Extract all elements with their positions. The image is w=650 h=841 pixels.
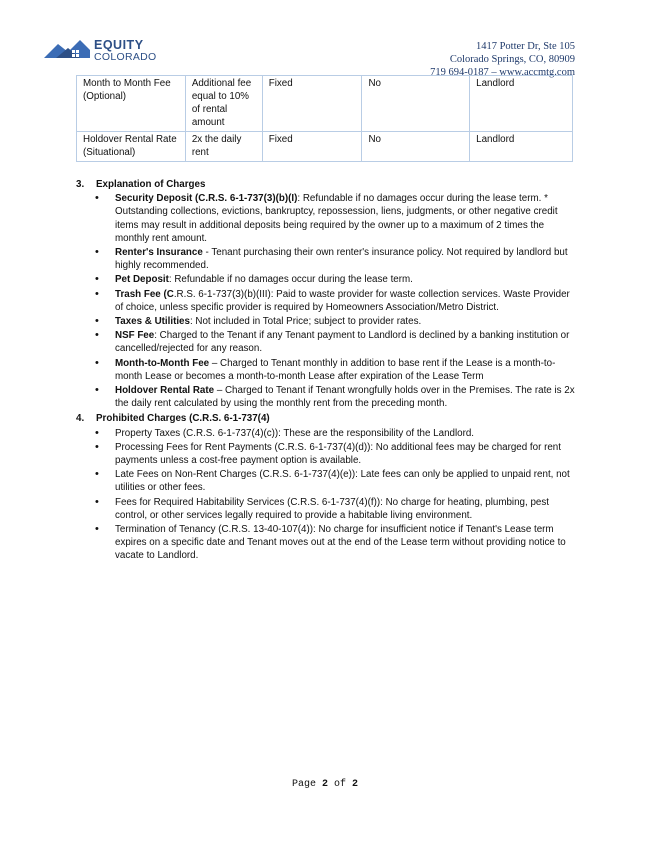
list-item <box>76 246 576 272</box>
bullet-icon: • <box>95 468 99 481</box>
address-line: Colorado Springs, CO, 80909 <box>449 54 575 65</box>
list-item <box>76 384 576 410</box>
table-cell: 2x the daily rent <box>185 132 262 162</box>
bullet-icon: • <box>95 329 99 342</box>
item-text: Fees for Required Habitability Services (C.R.S. 6-1-737(4)(f)): No charge for heating, plumbing, pest control, or other services legally required to provide a habitable living environment. <box>115 496 549 521</box>
page-total: 2 <box>352 779 359 790</box>
page-number: 2 <box>321 779 328 790</box>
bullet-icon: • <box>95 523 99 536</box>
charges-list <box>76 192 576 410</box>
item-term: Security Deposit (C.R.S. 6-1-737(3)(b)(I) <box>115 193 298 205</box>
bullet-icon: • <box>95 246 99 259</box>
bullet-icon: • <box>95 356 99 369</box>
item-term: Pet Deposit <box>115 274 169 286</box>
list-item <box>76 441 576 467</box>
section-heading <box>76 412 576 425</box>
list-item <box>76 315 576 328</box>
table-cell: Landlord <box>470 76 573 132</box>
table-cell: No <box>362 132 470 162</box>
item-text: Property Taxes (C.R.S. 6-1-737(4)(c)): These are the responsibility of the Landlord. <box>115 427 475 439</box>
list-item <box>76 288 576 314</box>
section-number: 3. <box>76 179 85 190</box>
item-text: Termination of Tenancy (C.R.S. 13-40-107(4)): No charge for insufficient notice if Tenant's Lease term expires on a specific date and Tenant moves out at the end of the Lease term without providing notice to vacate to Landlord. <box>115 524 566 562</box>
table-cell: Holdover Rental Rate (Situational) <box>77 132 186 162</box>
logo-word-colorado: COLORADO <box>94 51 157 63</box>
item-text: – Charged to Tenant if Tenant wrongfully holds over in the Premises. The rate is 2x the daily rent calculated by using the monthly rent from the preceding month. <box>115 385 575 410</box>
bullet-icon: • <box>95 426 99 439</box>
logo-word-equity: EQUITY <box>94 38 144 52</box>
table-cell: No <box>362 76 470 132</box>
bullet-icon: • <box>95 287 99 300</box>
item-term: Trash Fee (C <box>115 288 174 300</box>
item-term: Renter's Insurance <box>115 247 203 259</box>
bullet-icon: • <box>95 495 99 508</box>
item-text: : Not included in Total Price; subject to provider rates. <box>189 316 422 328</box>
bullet-icon: • <box>95 192 99 205</box>
item-text: Processing Fees for Rent Payments (C.R.S. 6-1-737(4)(d)): No additional fees may be charged for rent payments unless a cost-free payment option is available. <box>115 441 561 467</box>
list-item <box>76 496 576 522</box>
table-cell: Additional fee equal to 10% of rental amount <box>185 76 262 132</box>
table-cell: Fixed <box>262 76 362 132</box>
table-cell: Fixed <box>262 132 362 162</box>
of-label: of <box>334 779 347 790</box>
fees-table <box>76 75 573 162</box>
section-title: Explanation of Charges <box>96 179 206 190</box>
section-number: 4. <box>76 413 85 425</box>
item-text: : Refundable if no damages occur during the lease term. * Outstanding collections, evictions, bankruptcy, repossession, liens, judgments, or other negative credit items may result in additional deposits being required by the owner up to a maximum of 2 times the monthly rent amount. <box>115 193 558 244</box>
house-logo-icon <box>42 36 92 62</box>
item-text: : Refundable if no damages occur during the lease term. <box>168 274 413 286</box>
list-item <box>76 273 576 286</box>
page-footer <box>0 779 650 790</box>
item-text: Late Fees on Non-Rent Charges (C.R.S. 6-1-737(4)(e)): Late fees can only be applied to unpaid rent, not utilities or other fees. <box>115 469 570 494</box>
company-logo <box>42 36 162 66</box>
company-address <box>430 40 575 79</box>
bullet-icon: • <box>95 273 99 286</box>
item-text: : Charged to the Tenant if any Tenant payment to Landlord is declined by a banking institution or cancelled/rejected for any reason. <box>115 330 570 355</box>
table-row <box>77 132 573 162</box>
item-term: NSF Fee <box>115 330 155 342</box>
bullet-icon: • <box>95 384 99 397</box>
table-cell: Landlord <box>470 132 573 162</box>
bullet-icon: • <box>95 440 99 453</box>
item-term: Month-to-Month Fee <box>115 357 210 369</box>
address-line: 1417 Potter Dr, Ste 105 <box>475 41 575 52</box>
table-cell: Month to Month Fee (Optional) <box>77 76 186 132</box>
list-item <box>76 468 576 494</box>
prohibited-list <box>76 427 576 563</box>
list-item <box>76 192 576 245</box>
list-item <box>76 523 576 563</box>
page-label: Page <box>291 779 316 790</box>
item-text: – Charged to Tenant monthly in addition to base rent if the Lease is a month-to-month Lease or becomes a month-to-month Lease after expiration of the Lease Term <box>115 357 556 382</box>
table-row <box>77 76 573 132</box>
item-term: Taxes & Utilities <box>115 316 190 328</box>
document-body <box>76 178 576 565</box>
item-term: Holdover Rental Rate <box>115 385 215 397</box>
item-text: - Tenant purchasing their own renter's insurance policy. Not required by landlord but highly recommended. <box>115 247 568 272</box>
list-item <box>76 329 576 355</box>
list-item <box>76 427 576 440</box>
item-text: .R.S. 6-1-737(3)(b)(III): Paid to waste provider for waste collection services. Waste Provider of choice, unless specific provider is required by Homeowners Association/Metro District. <box>115 288 570 313</box>
list-item <box>76 357 576 383</box>
section-heading <box>76 178 576 191</box>
contact-line: 719 694-0187 – www.accmtg.com <box>430 67 575 78</box>
section-title: Prohibited Charges (C.R.S. 6-1-737(4) <box>96 413 270 425</box>
bullet-icon: • <box>95 315 99 328</box>
